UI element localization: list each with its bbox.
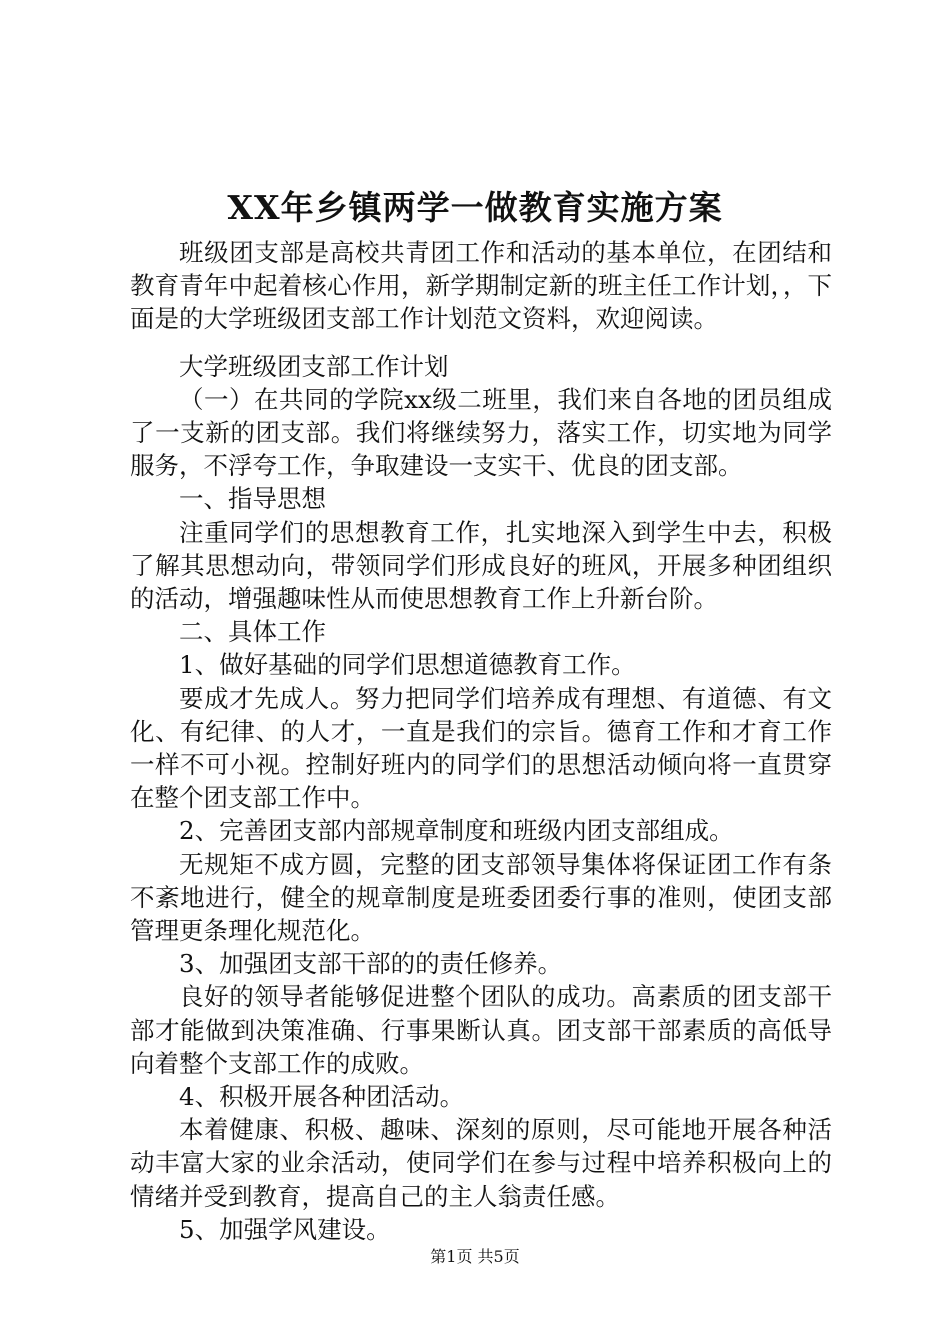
document-body (130, 236, 832, 1246)
paragraph-intro: 班级团支部是高校共青团工作和活动的基本单位，在团结和教育青年中起着核心作用，新学期制定新的班主任工作计划，，下面是的大学班级团支部工作计划范文资料，欢迎阅读。 (130, 238, 832, 334)
item-heading-5: 5、加强学风建设。 (179, 1214, 391, 1244)
paragraph-guiding-thought: 注重同学们的思想教育工作，扎实地深入到学生中去，积极了解其思想动向，带领同学们形成良好的班风，开展多种团组织的活动，增强趣味性从而使思想教育工作上升新台阶。 (130, 517, 832, 614)
item-heading-3: 3、加强团支部干部的的责任修养。 (179, 949, 563, 979)
item-heading-4: 4、积极开展各种团活动。 (179, 1082, 465, 1112)
item-body-2: 无规矩不成方圆，完整的团支部领导集体将保证团工作有条不紊地进行，健全的规章制度是班委团委行事的准则，使团支部管理更条理化规范化。 (130, 849, 832, 946)
page-number-footer: 第1页 共5页 (430, 1247, 520, 1266)
item-body-4: 本着健康、积极、趣味、深刻的原则，尽可能地开展各种活动丰富大家的业余活动，使同学们在参与过程中培养积极向上的情绪并受到教育，提高自己的主人翁责任感。 (130, 1115, 832, 1211)
item-heading-2: 2、完善团支部内部规章制度和班级内团支部组成。 (179, 816, 734, 846)
heading-guiding-thought: 一、指导思想 (179, 484, 326, 514)
document-title: XX年乡镇两学一做教育实施方案 (227, 188, 723, 227)
item-body-3: 良好的领导者能够促进整个团队的成功。高素质的团支部干部才能做到决策准确、行事果断认真。团支部干部素质的高低导向着整个支部工作的成败。 (130, 982, 832, 1078)
item-heading-1: 1、做好基础的同学们思想道德教育工作。 (179, 650, 636, 680)
paragraph-section-one: （一）在共同的学院xx级二班里，我们来自各地的团员组成了一支新的团支部。我们将继续努力，落实工作，切实地为同学服务，不浮夸工作，争取建设一支实干、优良的团支部。 (130, 384, 832, 481)
paragraph-heading-plan: 大学班级团支部工作计划 (179, 351, 449, 381)
heading-specific-work: 二、具体工作 (179, 617, 326, 647)
item-body-1: 要成才先成人。努力把同学们培养成有理想、有道德、有文化、有纪律、的人才，一直是我们的宗旨。德育工作和才育工作一样不可小视。控制好班内的同学们的思想活动倾向将一直贯穿在整个团支部工作中。 (130, 683, 832, 813)
